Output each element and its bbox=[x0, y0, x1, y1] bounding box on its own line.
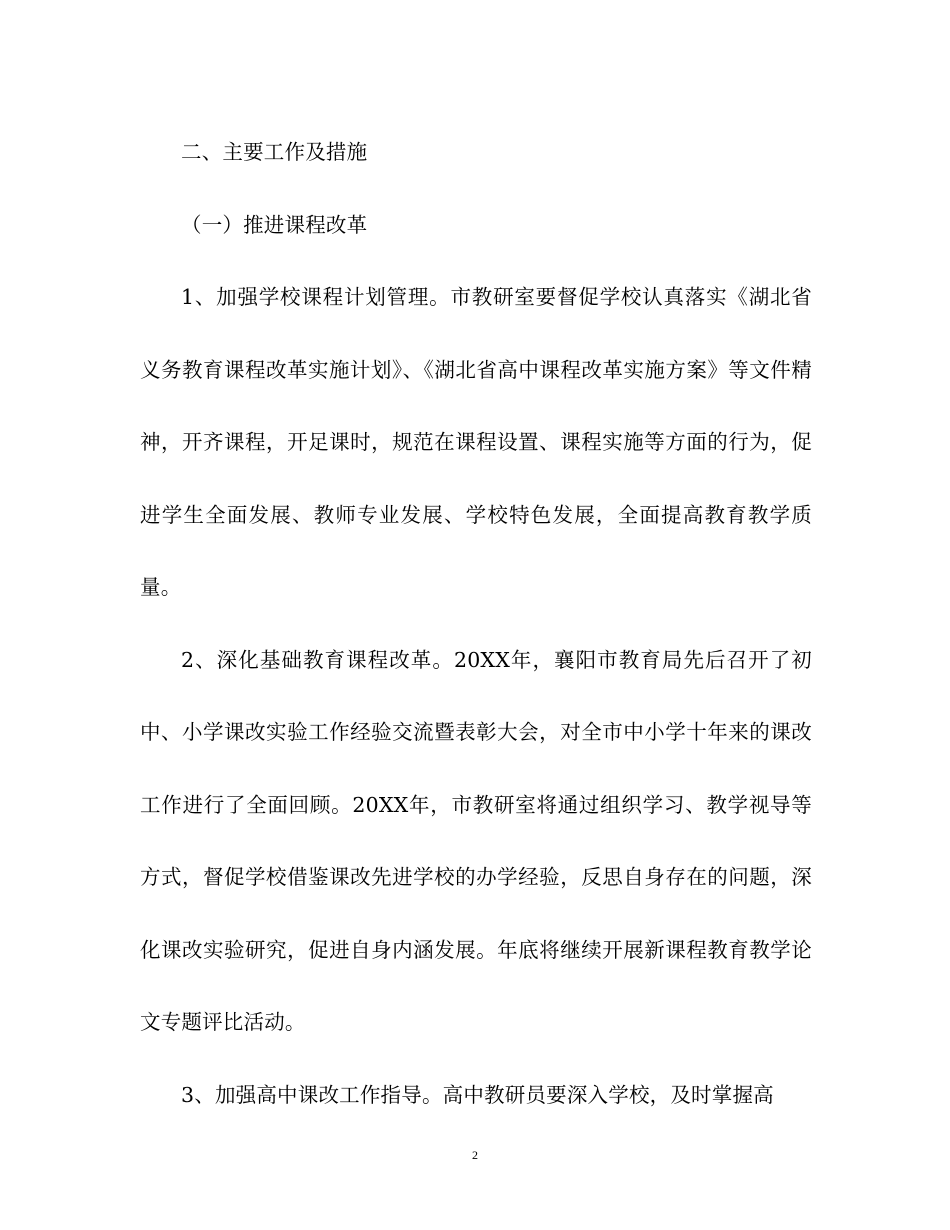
document-body bbox=[140, 116, 812, 1131]
subsection-heading: （一）推进课程改革 bbox=[181, 212, 368, 237]
paragraph-2: 2、深化基础教育课程改革。20XX年，襄阳市教育局先后召开了初中、小学课改实验工作经验交流暨表彰大会，对全市中小学十年来的课改工作进行了全面回顾。20XX年，市教研室将通过组织学习、教学视导等方式，督促学校借鉴课改先进学校的办学经验，反思自身存在的问题，深化课改实验研究，促进自身内涵发展。年底将继续开展新课程教育教学论文专题评比活动。 bbox=[140, 647, 812, 1034]
page-number: 2 bbox=[472, 1148, 478, 1162]
paragraph-3: 3、加强高中课改工作指导。高中教研员要深入学校，及时掌握高 bbox=[181, 1082, 774, 1107]
section-heading: 二、主要工作及措施 bbox=[181, 140, 368, 164]
paragraph-1: 1、加强学校课程计划管理。市教研室要督促学校认真落实《湖北省义务教育课程改革实施计划》、《湖北省高中课程改革实施方案》等文件精神，开齐课程，开足课时，规范在课程设置、课程实施等方面的行为，促进学生全面发展、教师专业发展、学校特色发展，全面提高教育教学质量。 bbox=[140, 285, 812, 599]
